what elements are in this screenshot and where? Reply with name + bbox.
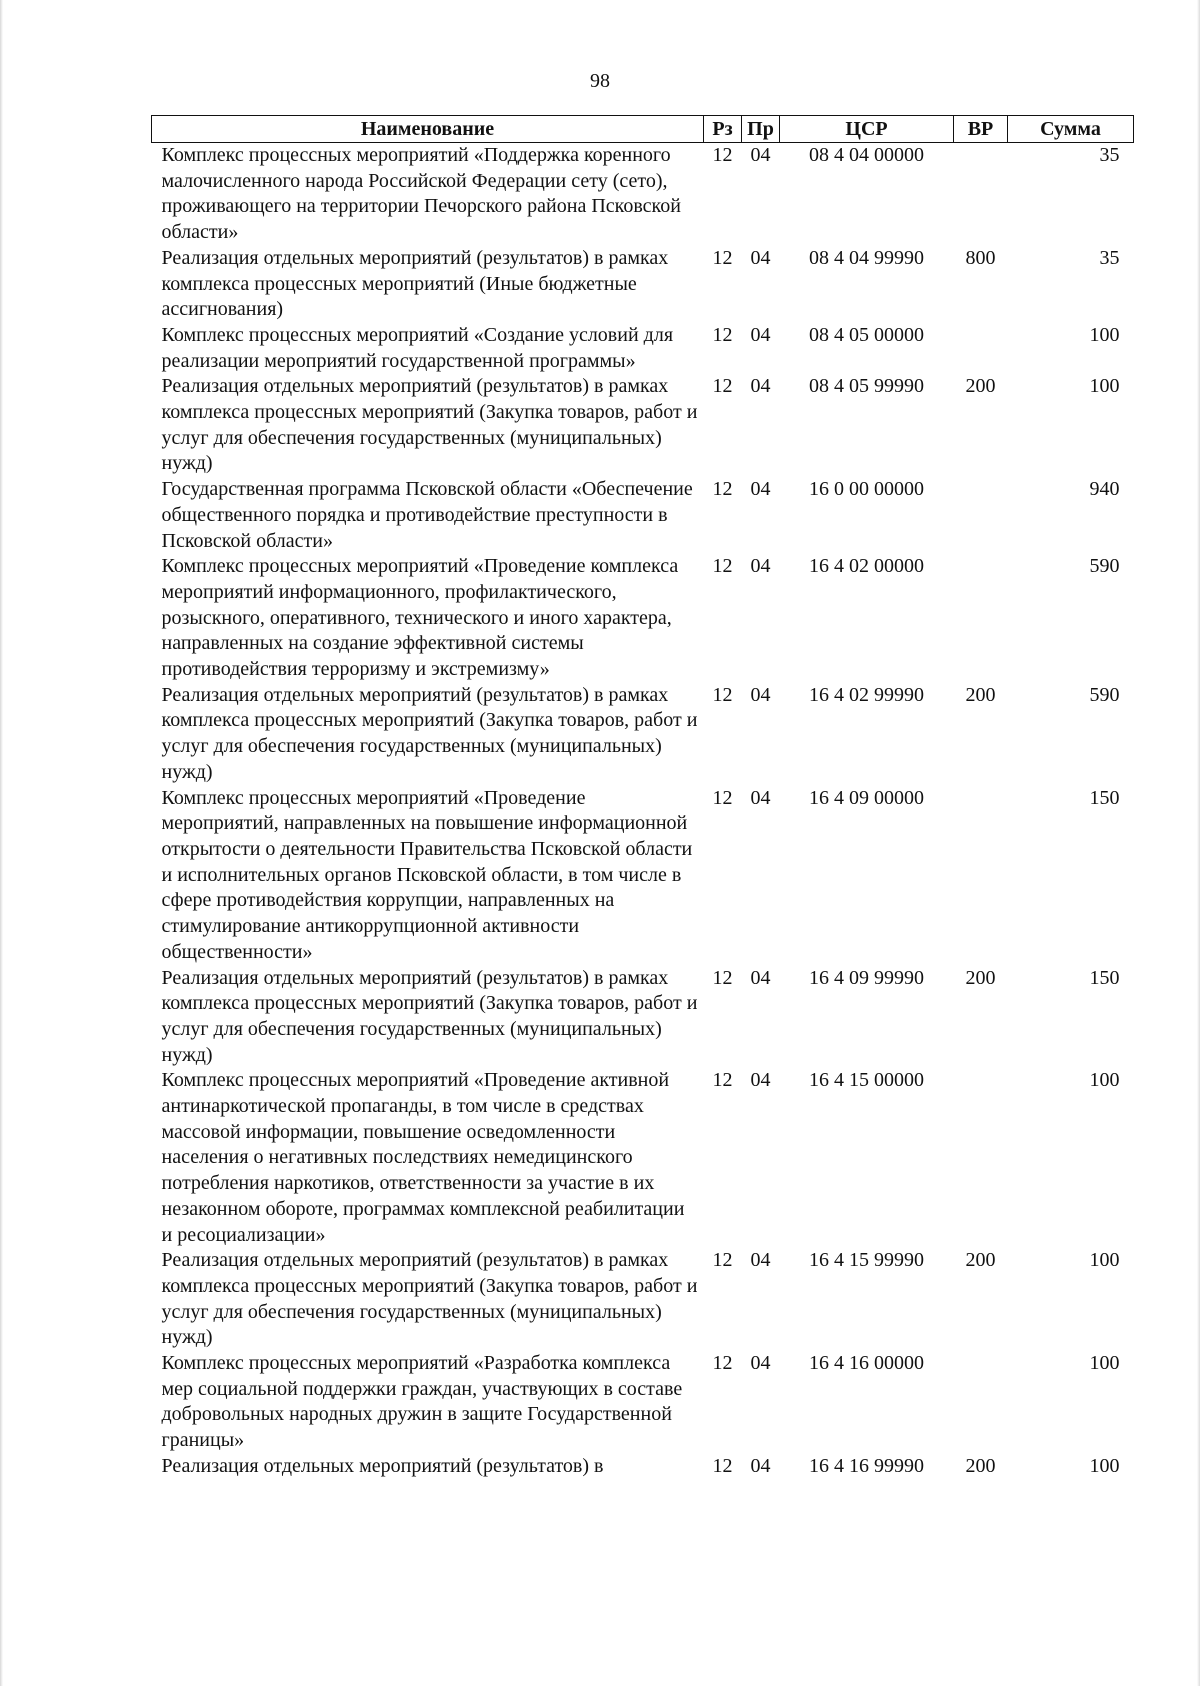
cell-sum: 100 <box>1089 1352 1120 1375</box>
cell-rz: 12 <box>712 1249 733 1272</box>
cell-csr: 16 4 02 99990 <box>809 683 924 706</box>
cell-pr: 04 <box>750 683 771 706</box>
cell-vr <box>954 143 1008 246</box>
cell-pr: 04 <box>750 1249 771 1272</box>
cell-csr: 16 0 00 00000 <box>809 478 924 501</box>
table-row <box>152 966 1134 1069</box>
cell-vr: 200 <box>965 966 996 989</box>
cell-sum: 100 <box>1089 1069 1120 1092</box>
cell-name: Комплекс процессных мероприятий «Проведение активной антинаркотической пропаганды, в том числе в средствах массовой информации, повышение осведомленности населения о негативных последствиях немедицинского потребления наркотиков, ответственности за участие в их незаконном обороте, программах комплексной реабилитации и ресоциализации» <box>161 1069 685 1246</box>
cell-rz: 12 <box>712 555 733 578</box>
cell-name: Реализация отдельных мероприятий (результатов) в рамках комплекса процессных мероприятий (Закупка товаров, работ и услуг для обеспечения государственных (муниципальных) нужд) <box>161 375 698 475</box>
cell-pr: 04 <box>750 555 771 578</box>
table-row <box>152 1248 1134 1351</box>
table-row <box>152 1351 1134 1454</box>
table-row <box>152 143 1134 246</box>
header-vr: ВР <box>954 116 1008 143</box>
cell-csr: 16 4 02 00000 <box>809 555 924 578</box>
cell-sum: 150 <box>1089 966 1120 989</box>
cell-rz: 12 <box>712 683 733 706</box>
cell-csr: 16 4 15 00000 <box>809 1069 924 1092</box>
cell-pr: 04 <box>750 1069 771 1092</box>
cell-vr: 800 <box>965 246 996 269</box>
cell-name: Комплекс процессных мероприятий «Проведение комплекса мероприятий информационного, профилактического, розыскного, оперативного, технического и иного характера, направленных на создание эффективной системы противодействия терроризму и экстремизму» <box>161 555 679 681</box>
table-row <box>152 1454 1134 1480</box>
header-pr: Пр <box>742 116 780 143</box>
cell-csr: 16 4 09 00000 <box>809 786 924 809</box>
cell-name: Реализация отдельных мероприятий (результатов) в <box>161 1454 604 1477</box>
cell-name: Комплекс процессных мероприятий «Проведение мероприятий, направленных на повышение информационной открытости о деятельности Правительства Псковской области и исполнительных органов Псковской области, в том числе в сфере противодействия коррупции, направленных на стимулирование антикоррупционной активности общественности» <box>161 786 693 963</box>
table-row <box>152 683 1134 786</box>
table-row <box>152 786 1134 966</box>
cell-name: Реализация отдельных мероприятий (результатов) в рамках комплекса процессных мероприятий (Закупка товаров, работ и услуг для обеспечения государственных (муниципальных) нужд) <box>161 966 698 1066</box>
cell-rz: 12 <box>712 966 733 989</box>
table-row <box>152 246 1134 323</box>
cell-name: Реализация отдельных мероприятий (результатов) в рамках комплекса процессных мероприятий (Закупка товаров, работ и услуг для обеспечения государственных (муниципальных) нужд) <box>161 683 698 783</box>
cell-sum: 940 <box>1089 478 1120 501</box>
cell-name: Реализация отдельных мероприятий (результатов) в рамках комплекса процессных мероприятий (Иные бюджетные ассигнования) <box>161 246 669 321</box>
cell-pr: 04 <box>750 144 771 166</box>
cell-sum: 100 <box>1089 375 1120 398</box>
cell-sum: 590 <box>1089 683 1120 706</box>
table-row <box>152 554 1134 683</box>
cell-pr: 04 <box>750 323 771 346</box>
header-csr: ЦСР <box>780 116 954 143</box>
cell-pr: 04 <box>750 478 771 501</box>
table-row <box>152 477 1134 554</box>
cell-vr: 200 <box>965 1454 996 1477</box>
cell-rz: 12 <box>712 1454 733 1477</box>
cell-name: Комплекс процессных мероприятий «Создание условий для реализации мероприятий государственной программы» <box>161 323 674 372</box>
cell-vr: 200 <box>965 1249 996 1272</box>
cell-csr: 08 4 05 99990 <box>809 375 924 398</box>
cell-pr: 04 <box>750 786 771 809</box>
cell-rz: 12 <box>712 375 733 398</box>
table-header-row <box>152 116 1134 143</box>
cell-csr: 08 4 04 99990 <box>809 246 924 269</box>
header-rz: Рз <box>704 116 742 143</box>
cell-pr: 04 <box>750 246 771 269</box>
cell-name: Комплекс процессных мероприятий «Разработка комплекса мер социальной поддержки граждан, участвующих в составе добровольных народных дружин в защите Государственной границы» <box>161 1352 683 1452</box>
cell-sum: 100 <box>1089 1249 1120 1272</box>
cell-sum: 100 <box>1089 1454 1120 1477</box>
cell-rz: 12 <box>712 323 733 346</box>
cell-rz: 12 <box>712 478 733 501</box>
cell-vr: 200 <box>965 683 996 706</box>
cell-name: Комплекс процессных мероприятий «Поддержка коренного малочисленного народа Российской Федерации сету (сето), проживающего на территории Печорского района Псковской области» <box>161 144 681 244</box>
budget-table <box>151 115 1134 1480</box>
table-row <box>152 374 1134 477</box>
cell-sum: 590 <box>1089 555 1120 578</box>
cell-vr <box>954 786 1008 966</box>
cell-csr: 08 4 05 00000 <box>809 323 924 346</box>
header-name: Наименование <box>152 116 704 143</box>
cell-csr: 08 4 04 00000 <box>809 144 924 166</box>
cell-csr: 16 4 15 99990 <box>809 1249 924 1272</box>
table-row <box>152 1068 1134 1248</box>
cell-vr <box>954 1351 1008 1454</box>
cell-rz: 12 <box>712 246 733 269</box>
cell-vr <box>954 323 1008 374</box>
cell-rz: 12 <box>712 786 733 809</box>
cell-vr <box>954 477 1008 554</box>
cell-vr <box>954 554 1008 683</box>
header-sum: Сумма <box>1008 116 1134 143</box>
cell-csr: 16 4 16 99990 <box>809 1454 924 1477</box>
cell-csr: 16 4 09 99990 <box>809 966 924 989</box>
cell-sum: 100 <box>1089 323 1120 346</box>
cell-name: Реализация отдельных мероприятий (результатов) в рамках комплекса процессных мероприятий (Закупка товаров, работ и услуг для обеспечения государственных (муниципальных) нужд) <box>161 1249 698 1349</box>
page-number: 98 <box>590 70 610 92</box>
cell-sum: 35 <box>1099 246 1120 269</box>
cell-name: Государственная программа Псковской области «Обеспечение общественного порядка и противодействие преступности в Псковской области» <box>161 478 693 552</box>
cell-rz: 12 <box>712 1352 733 1375</box>
table-header <box>152 116 1134 143</box>
cell-rz: 12 <box>712 1069 733 1092</box>
cell-sum: 35 <box>1099 144 1120 166</box>
table-row <box>152 323 1134 374</box>
cell-rz: 12 <box>712 144 733 166</box>
cell-csr: 16 4 16 00000 <box>809 1352 924 1375</box>
table-body <box>152 143 1134 1480</box>
cell-sum: 150 <box>1089 786 1120 809</box>
scan-edge-left <box>0 0 3 1686</box>
cell-pr: 04 <box>750 1352 771 1375</box>
cell-pr: 04 <box>750 966 771 989</box>
cell-vr: 200 <box>965 375 996 398</box>
cell-vr <box>954 1068 1008 1248</box>
cell-pr: 04 <box>750 375 771 398</box>
cell-pr: 04 <box>750 1454 771 1477</box>
